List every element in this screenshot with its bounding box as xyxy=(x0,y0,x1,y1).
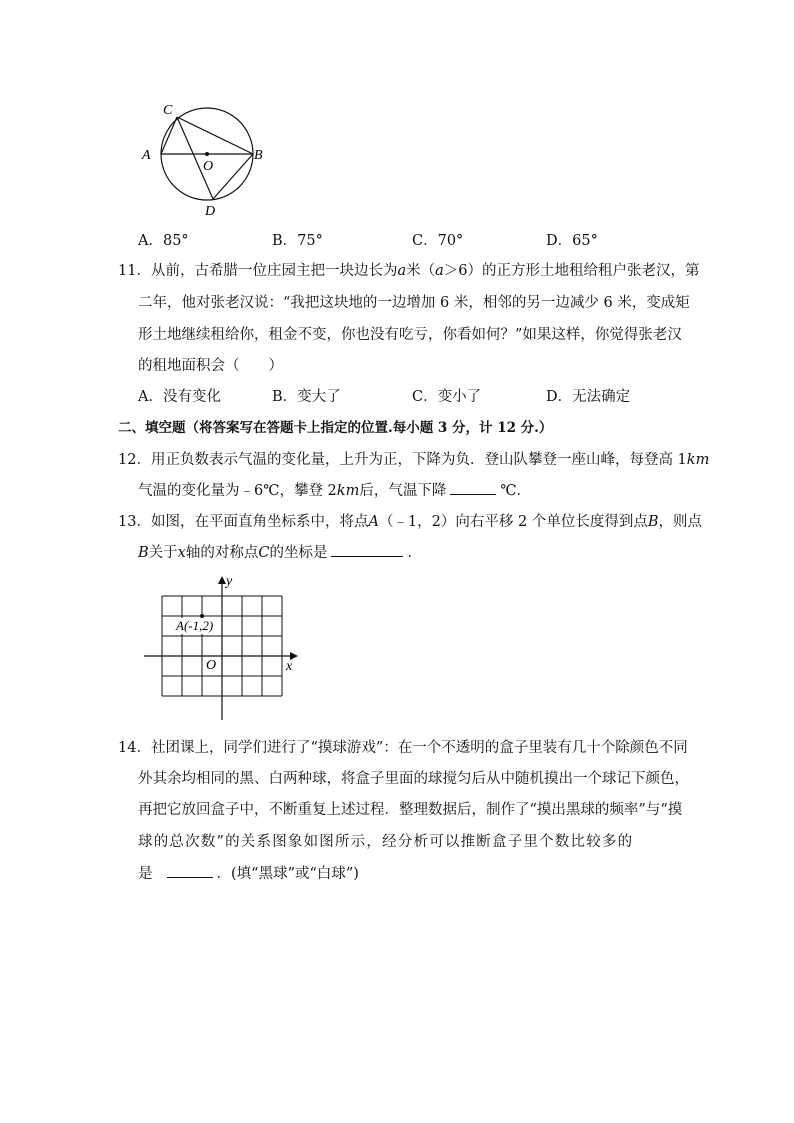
q13-number: 13． xyxy=(118,514,151,530)
q13-point-a: A xyxy=(368,514,379,530)
q12-answer-blank[interactable] xyxy=(450,480,496,495)
q14-text-5b: ．(填“黑球”或“白球”) xyxy=(216,866,359,882)
q13-text-2c: 的坐标是 xyxy=(269,545,328,561)
q13-text-1c: ，则点 xyxy=(658,514,702,530)
q11-line-4: 的租地面积会（ ） xyxy=(138,358,283,374)
q14-line-5 xyxy=(138,862,359,883)
label-b: B xyxy=(254,148,263,163)
q14-line-3: 再把它放回盒子中，不断重复上述过程．整理数据后，制作了“摸出黑球的频率”与“摸 xyxy=(138,802,683,818)
q11-option-c[interactable]: C．变小了 xyxy=(412,389,482,405)
q12-text-2b: 后，气温下降 xyxy=(359,483,447,499)
grid-label-o: O xyxy=(206,658,217,673)
q12-unit-km: km xyxy=(686,452,710,468)
q14-answer-blank[interactable] xyxy=(167,863,213,878)
q12-line-2 xyxy=(138,479,531,500)
q10-option-d[interactable]: D．65° xyxy=(546,233,598,249)
label-d: D xyxy=(205,204,216,219)
q14-text-5a: 是 xyxy=(138,866,153,882)
q11-line-2: 二年，他对张老汉说：“我把这块地的一边增加 6 米，相邻的另一边减少 6 米，变成矩 xyxy=(138,295,690,311)
q12-line-1 xyxy=(118,448,709,469)
q11-var-a: a xyxy=(397,263,407,279)
q10-option-b[interactable]: B．75° xyxy=(272,233,323,249)
q11-text-1a: 从前，古希腊一位庄园主把一块边长为 xyxy=(150,263,398,279)
q11-line-3: 形土地继续租给你，租金不变，你也没有吃亏，你看如何？”如果这样，你觉得张老汉 xyxy=(138,327,682,343)
q12-text-2c: ℃． xyxy=(500,483,532,499)
q13-line-1 xyxy=(118,510,702,531)
q13-text-2a: 关于 xyxy=(148,545,178,561)
label-c: C xyxy=(163,103,173,118)
q10-option-a[interactable]: A．85° xyxy=(138,233,189,249)
q14-number: 14． xyxy=(118,740,151,756)
q13-var-x: x xyxy=(177,545,186,561)
q11-line-1 xyxy=(118,259,700,280)
y-axis-arrow xyxy=(218,576,226,584)
q14-line-2: 外其余均相同的黑、白两种球，将盒子里面的球搅匀后从中随机摸出一个球记下颜色， xyxy=(138,771,689,787)
q13-point-c: C xyxy=(258,545,270,561)
label-a: A xyxy=(142,148,151,163)
q12-text-1: 用正负数表示气温的变化量，上升为正，下降为负．登山队攀登一座山峰，每登高 1 xyxy=(150,452,687,468)
chord-cb xyxy=(177,117,253,154)
q11-option-b[interactable]: B．变大了 xyxy=(272,389,341,405)
label-o: O xyxy=(203,159,214,174)
grid-label-x: x xyxy=(286,659,293,674)
q12-number: 12． xyxy=(118,452,151,468)
center-dot xyxy=(205,152,209,156)
q13-point-b2: B xyxy=(138,545,149,561)
q12-unit-km2: km xyxy=(336,483,360,499)
q10-option-c[interactable]: C．70° xyxy=(412,233,464,249)
q13-line-2 xyxy=(138,541,422,562)
grid-label-y: y xyxy=(226,574,233,589)
chord-ca xyxy=(161,117,177,154)
q13-text-1a: 如图，在平面直角坐标系中，将点 xyxy=(150,514,369,530)
q11-text-1b: 米（ xyxy=(406,263,436,279)
circle-figure xyxy=(135,98,275,220)
q13-point-b: B xyxy=(647,514,659,530)
q14-text-1: 社团课上，同学们进行了“摸球游戏”：在一个不透明的盒子里装有几十个除颜色不同 xyxy=(150,740,688,756)
section2-title: 二、填空题（将答案写在答题卡上指定的位置.每小题 3 分，计 12 分.） xyxy=(118,420,553,436)
q14-line-1 xyxy=(118,736,688,757)
q11-number: 11． xyxy=(118,263,151,279)
q11-text-1c: ＞6）的正方形土地租给租户张老汉，第 xyxy=(443,263,700,279)
coordinate-grid-figure xyxy=(140,572,310,724)
q13-text-1b: （﹣1，2）向右平移 2 个单位长度得到点 xyxy=(378,514,648,530)
grid-label-a: A(-1,2) xyxy=(176,618,214,633)
q11-option-d[interactable]: D．无法确定 xyxy=(546,389,631,405)
q13-text-2b: 轴的对称点 xyxy=(185,545,259,561)
q12-text-2a: 气温的变化量为﹣6℃，攀登 2 xyxy=(138,483,337,499)
q13-answer-blank[interactable] xyxy=(331,542,403,557)
q13-text-2d: ． xyxy=(407,545,422,561)
q11-var-a2: a xyxy=(435,263,444,279)
q14-line-4: 球的总次数”的关系图象如图所示，经分析可以推断盒子里个数比较多的 xyxy=(138,834,634,850)
q11-option-a[interactable]: A．没有变化 xyxy=(138,389,221,405)
chord-cd xyxy=(177,117,213,199)
